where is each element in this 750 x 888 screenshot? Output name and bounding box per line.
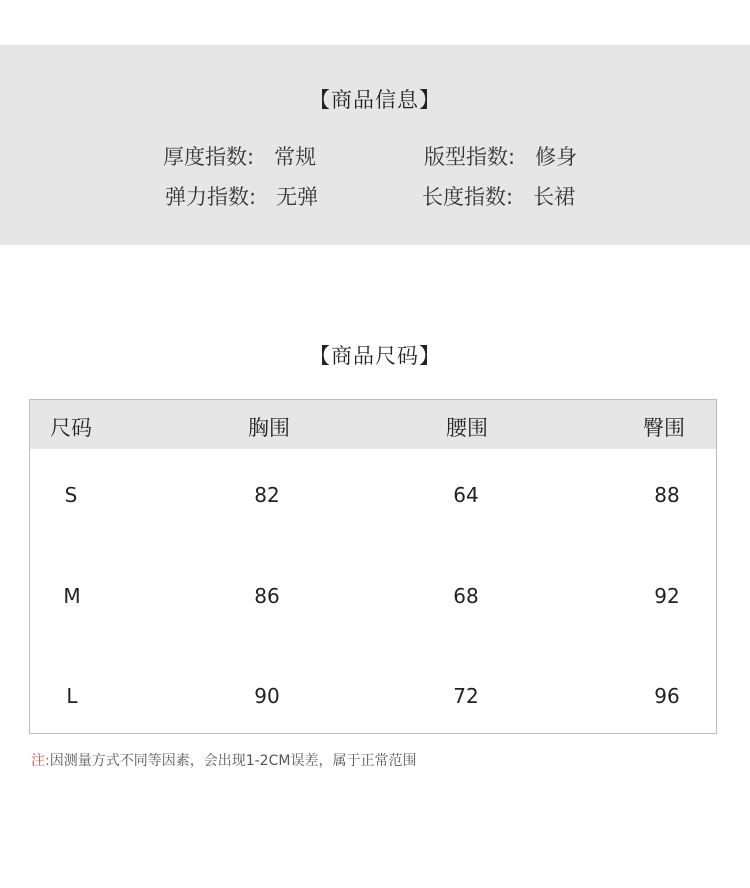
cell-size: M [63,584,81,608]
cell-waist: 64 [453,483,479,507]
attribute-elasticity [165,181,318,211]
cell-bust: 86 [254,584,280,608]
table-row [30,584,716,608]
table-row [30,483,716,507]
header-waist: 腰围 [446,416,488,440]
attribute-length [422,181,575,211]
attribute-value: 常规 [274,145,317,169]
product-info-band [0,45,750,245]
cell-bust: 82 [254,483,280,507]
cell-bust: 90 [254,684,280,708]
attribute-label: 厚度指数: [163,145,255,169]
measurement-note [31,750,416,770]
size-table [29,399,717,734]
cell-waist: 68 [453,584,479,608]
cell-size: L [66,684,78,708]
attribute-label: 长度指数: [422,185,514,209]
cell-size: S [64,483,78,507]
cell-hip: 88 [654,483,680,507]
attribute-label: 弹力指数: [165,185,257,209]
cell-hip: 96 [654,684,680,708]
attribute-thickness [163,141,316,171]
size-table-header [30,400,716,449]
cell-waist: 72 [453,684,479,708]
product-info-title: 【商品信息】 [309,88,441,112]
attribute-fit [424,141,577,171]
header-bust: 胸围 [248,416,290,440]
attribute-value: 长裙 [533,185,576,209]
attribute-value: 修身 [535,145,578,169]
cell-hip: 92 [654,584,680,608]
size-chart-title: 【商品尺码】 [309,344,441,368]
note-text: 因测量方式不同等因素，会出现1-2CM误差，属于正常范围 [49,753,417,769]
header-size: 尺码 [50,416,92,440]
header-hip: 臀围 [643,416,685,440]
table-row [30,684,716,708]
attribute-label: 版型指数: [424,145,516,169]
attribute-value: 无弹 [276,185,319,209]
note-prefix: 注: [31,753,50,769]
